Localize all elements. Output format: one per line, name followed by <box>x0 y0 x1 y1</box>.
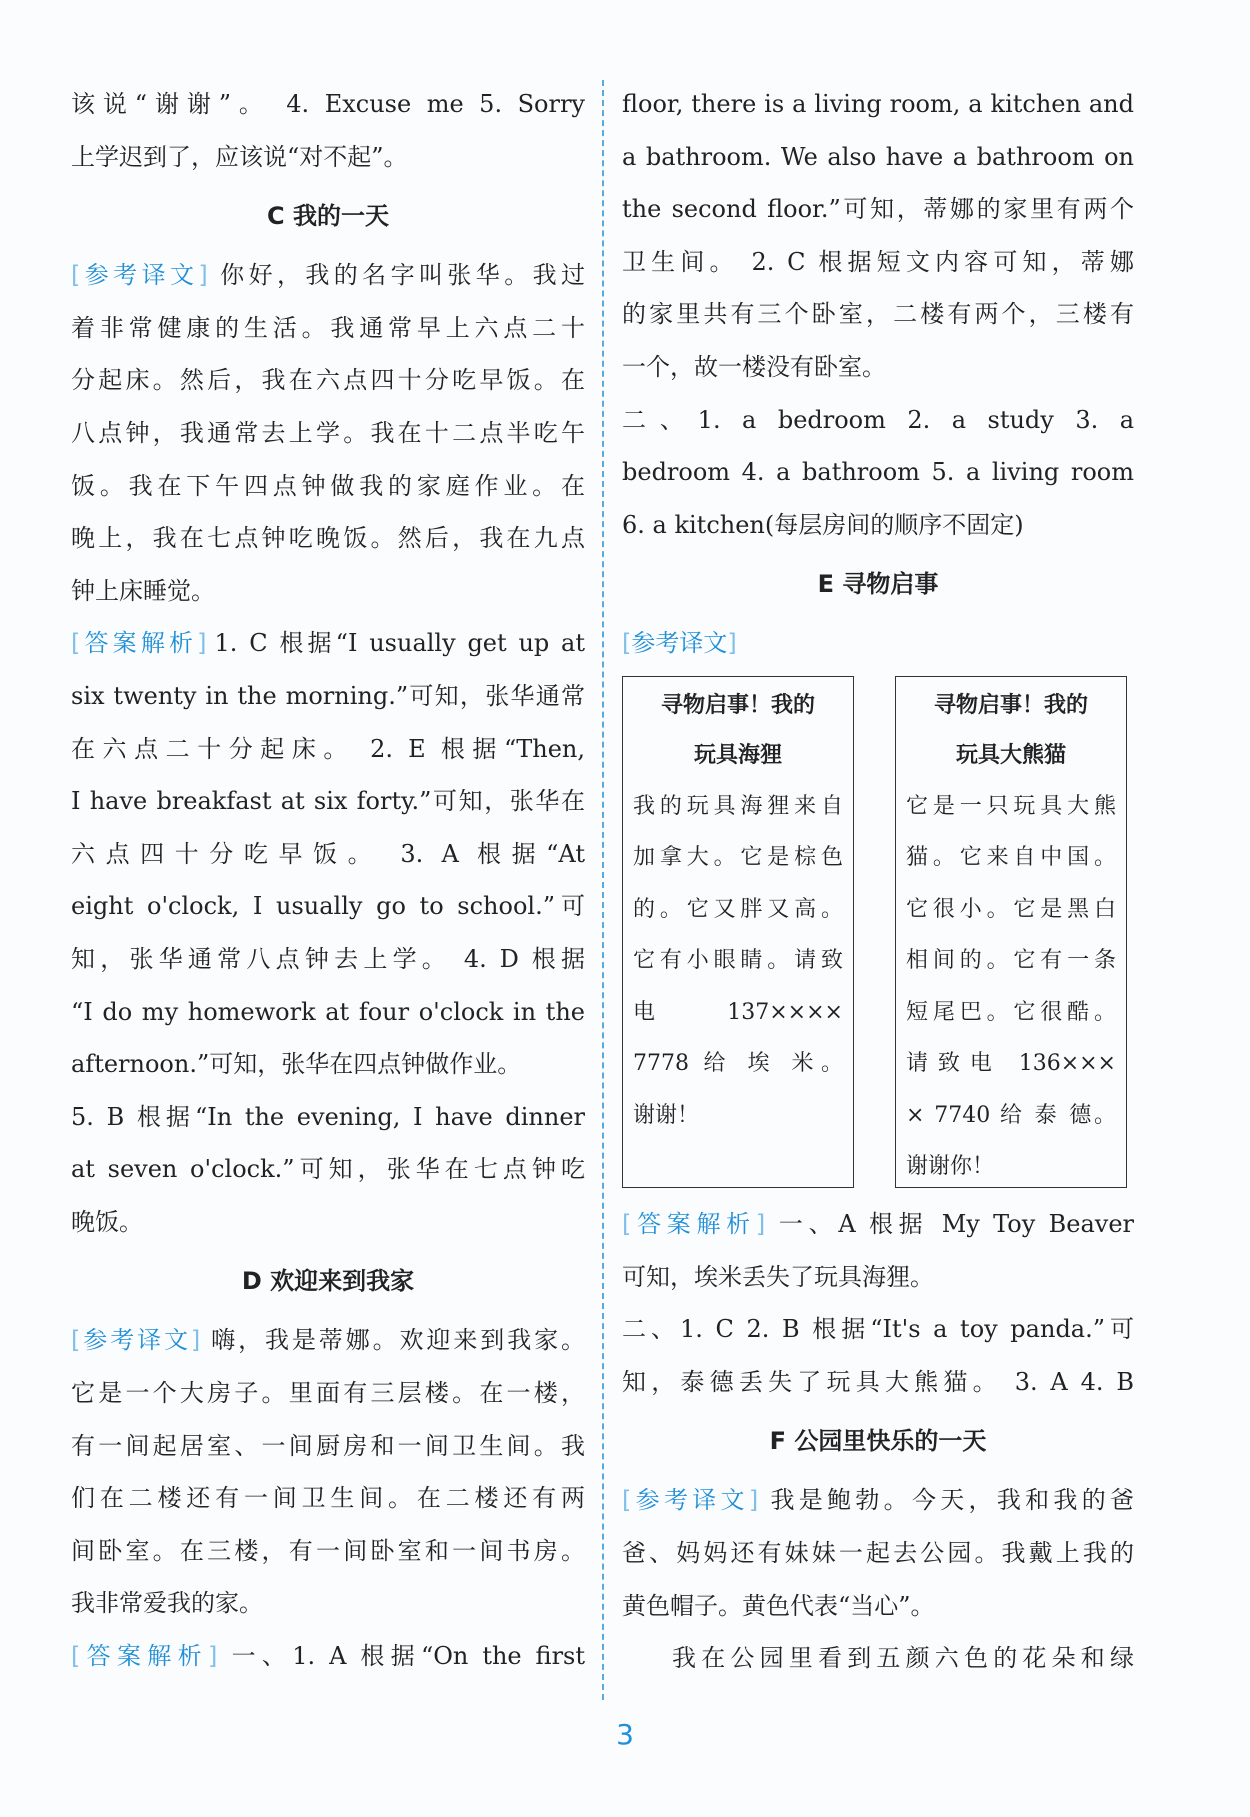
text-line <box>622 1632 1134 1685</box>
text-line <box>71 1472 585 1525</box>
line-text: 间卧室。在三楼，有一间卧室和一间书房。 <box>71 1536 585 1565</box>
notice-line: × 7740 给 泰 德。 <box>906 1102 1116 1128</box>
notice-title: 寻物启事！我的 <box>933 692 1088 718</box>
text-line <box>71 1143 585 1196</box>
notice-title: 玩具海狸 <box>693 742 782 768</box>
line-text: 二、1. a bedroom 2. a study 3. a <box>622 405 1134 434</box>
text-line <box>71 775 585 828</box>
text-line <box>622 446 1134 499</box>
notice-line: 它是一只玩具大熊 <box>906 793 1116 819</box>
notice-line: 谢谢你！ <box>906 1154 995 1180</box>
notice-line: 的。它又胖又高。 <box>633 896 843 922</box>
text-line <box>71 1091 585 1144</box>
line-text: bedroom 4. a bathroom 5. a living room <box>622 458 1134 487</box>
line-text: the second floor.”可知，蒂娜的家里有两个 <box>622 195 1134 224</box>
notice-title: 玩具大熊猫 <box>955 742 1066 768</box>
text-line <box>71 1420 585 1473</box>
line-text: 知，张华通常八点钟去上学。 4. D 根据 <box>71 944 585 973</box>
line-text: 有一间起居室、一间厨房和一间卫生间。我 <box>71 1431 585 1460</box>
section-tag: [ 参考译文 ] <box>71 261 208 289</box>
line-text: 的家里共有三个卧室，二楼有两个，三楼有 <box>622 300 1134 329</box>
notice-title: 寻物启事！我的 <box>660 692 815 718</box>
text-line <box>622 394 1134 447</box>
text-line <box>622 341 1134 394</box>
text-line <box>622 183 1134 236</box>
text-line <box>71 670 585 723</box>
text-line <box>71 131 585 184</box>
line-text: 一、A 根据 My Toy Beaver <box>773 1209 1134 1238</box>
section-tag: [ 答案解析 ] <box>622 1210 765 1238</box>
text-line <box>71 565 585 618</box>
section-heading: D 欢迎来到我家 <box>241 1267 415 1296</box>
line-text: 上学迟到了，应该说“对不起”。 <box>71 142 408 171</box>
text-line <box>622 288 1134 341</box>
line-text: 饭。我在下午四点钟做我的家庭作业。在 <box>71 471 585 500</box>
text-line <box>71 1314 585 1367</box>
notice-line: 它很小。它是黑白 <box>906 896 1116 922</box>
lost-notice-box <box>622 676 854 1188</box>
line-text: 爸、妈妈还有妹妹一起去公园。我戴上我的 <box>622 1538 1134 1567</box>
line-text: 晚上，我在七点钟吃晚饭。然后，我在九点 <box>71 524 585 553</box>
line-text: 可知，埃米丢失了玩具海狸。 <box>622 1262 934 1291</box>
line-text: 知，泰德丢失了玩具大熊猫。 3. A 4. B <box>622 1367 1134 1396</box>
line-text: 八点钟，我通常去上学。我在十二点半吃午 <box>71 418 585 447</box>
notice-line: 我的玩具海狸来自 <box>633 793 843 819</box>
notice-line: 短尾巴。它很酷。 <box>906 999 1116 1025</box>
section-tag: [ 参考译文 ] <box>622 1486 758 1514</box>
line-text: floor, there is a living room, a kitchen and <box>622 90 1134 118</box>
line-text: six twenty in the morning.”可知，张华通常 <box>71 681 585 710</box>
line-text: 我是鲍勃。今天，我和我的爸 <box>766 1486 1134 1515</box>
text-line <box>71 828 585 881</box>
notice-line: 7778 给 埃 米。 <box>633 1051 843 1077</box>
lost-notice-box <box>895 676 1127 1188</box>
line-text: 着非常健康的生活。我通常早上六点二十 <box>71 313 585 342</box>
text-line <box>622 617 1134 670</box>
line-text: 一、1. A 根据“On the first <box>225 1642 585 1671</box>
right-column <box>622 78 1134 1685</box>
notice-line: 谢谢！ <box>633 1102 700 1128</box>
line-text: “I do my homework at four o'clock in the <box>71 997 585 1026</box>
section-tag: [ 参考译文 ] <box>622 629 737 657</box>
text-line <box>71 512 585 565</box>
line-text: 它是一个大房子。里面有三层楼。在一楼， <box>71 1379 585 1408</box>
section-tag: [ 答案解析 ] <box>71 1642 217 1670</box>
line-text: 晚饭。 <box>71 1207 143 1236</box>
text-line <box>622 1474 1134 1527</box>
text-line <box>622 1356 1134 1409</box>
text-line <box>71 1525 585 1578</box>
section-heading: C 我的一天 <box>267 202 389 231</box>
line-text: 六点四十分吃早饭。 3. A 根据“At <box>71 839 585 868</box>
text-line <box>71 249 585 302</box>
line-text: 你好，我的名字叫张华。我过 <box>215 261 585 290</box>
notice-line: 加拿大。它是棕色 <box>633 845 843 871</box>
column-divider <box>602 80 604 1700</box>
line-text: 卫生间。 2. C 根据短文内容可知，蒂娜 <box>622 247 1134 276</box>
line-text: 们在二楼还有一间卫生间。在二楼还有两 <box>71 1484 585 1513</box>
line-text: 该说“谢谢”。 4. Excuse me 5. Sorry <box>71 90 585 118</box>
text-line <box>622 1527 1134 1580</box>
text-line <box>622 131 1134 184</box>
line-text: 5. B 根据“In the evening, I have dinner <box>71 1102 585 1131</box>
section-tag: [ 参考译文 ] <box>71 1326 200 1354</box>
section-heading: F 公园里快乐的一天 <box>769 1427 987 1456</box>
text-line <box>622 499 1134 552</box>
line-text: 嗨，我是蒂娜。欢迎来到我家。 <box>208 1326 585 1355</box>
notice-line: 它有小眼睛。请致 <box>633 948 843 974</box>
line-text: afternoon.”可知，张华在四点钟做作业。 <box>71 1050 522 1079</box>
line-text: 一个，故一楼没有卧室。 <box>622 352 886 381</box>
left-column <box>71 78 585 1683</box>
notice-line: 猫。它来自中国。 <box>906 845 1116 871</box>
text-line <box>622 78 1134 131</box>
text-line <box>71 986 585 1039</box>
line-text: 在六点二十分起床。 2. E 根据“Then, <box>71 734 585 763</box>
line-text: 1. C 根据“I usually get up at <box>214 629 585 658</box>
line-text: 钟上床睡觉。 <box>71 576 215 605</box>
line-text: 我在公园里看到五颜六色的花朵和绿 <box>672 1644 1134 1673</box>
text-line <box>71 723 585 776</box>
text-line <box>622 1303 1134 1356</box>
notice-line: 相间的。它有一条 <box>906 948 1116 974</box>
text-line <box>71 933 585 986</box>
text-line <box>71 1577 585 1630</box>
section-tag: [ 答案解析 ] <box>71 629 207 657</box>
text-line <box>71 460 585 513</box>
line-text: at seven o'clock.”可知，张华在七点钟吃 <box>71 1155 585 1184</box>
line-text: 二、1. C 2. B 根据“It's a toy panda.”可 <box>622 1315 1134 1344</box>
text-line <box>71 1367 585 1420</box>
text-line <box>71 1630 585 1683</box>
text-line <box>622 1580 1134 1633</box>
text-line <box>71 880 585 933</box>
page-number: 3 <box>616 1718 634 1751</box>
text-line <box>71 407 585 460</box>
lost-notices <box>622 676 1127 1188</box>
line-text: 6. a kitchen(每层房间的顺序不固定) <box>622 510 1024 539</box>
section-heading: E 寻物启事 <box>817 570 939 599</box>
text-line <box>622 1251 1134 1304</box>
text-line <box>622 1198 1134 1251</box>
text-line <box>71 354 585 407</box>
text-line <box>71 1038 585 1091</box>
text-line <box>71 78 585 131</box>
line-text: 黄色帽子。黄色代表“当心”。 <box>622 1591 935 1620</box>
line-text: 分起床。然后，我在六点四十分吃早饭。在 <box>71 366 585 395</box>
text-line <box>71 302 585 355</box>
line-text: eight o'clock, I usually go to school.”可 <box>71 892 585 921</box>
line-text: a bathroom. We also have a bathroom on <box>622 142 1134 171</box>
line-text: 我非常爱我的家。 <box>71 1589 263 1618</box>
line-text: I have breakfast at six forty.”可知，张华在 <box>71 787 585 816</box>
text-line <box>71 1196 585 1249</box>
text-line <box>622 236 1134 289</box>
notice-line: 电 137×××× <box>633 999 843 1025</box>
text-line <box>71 617 585 670</box>
notice-line: 请致电 136××× <box>906 1051 1116 1077</box>
